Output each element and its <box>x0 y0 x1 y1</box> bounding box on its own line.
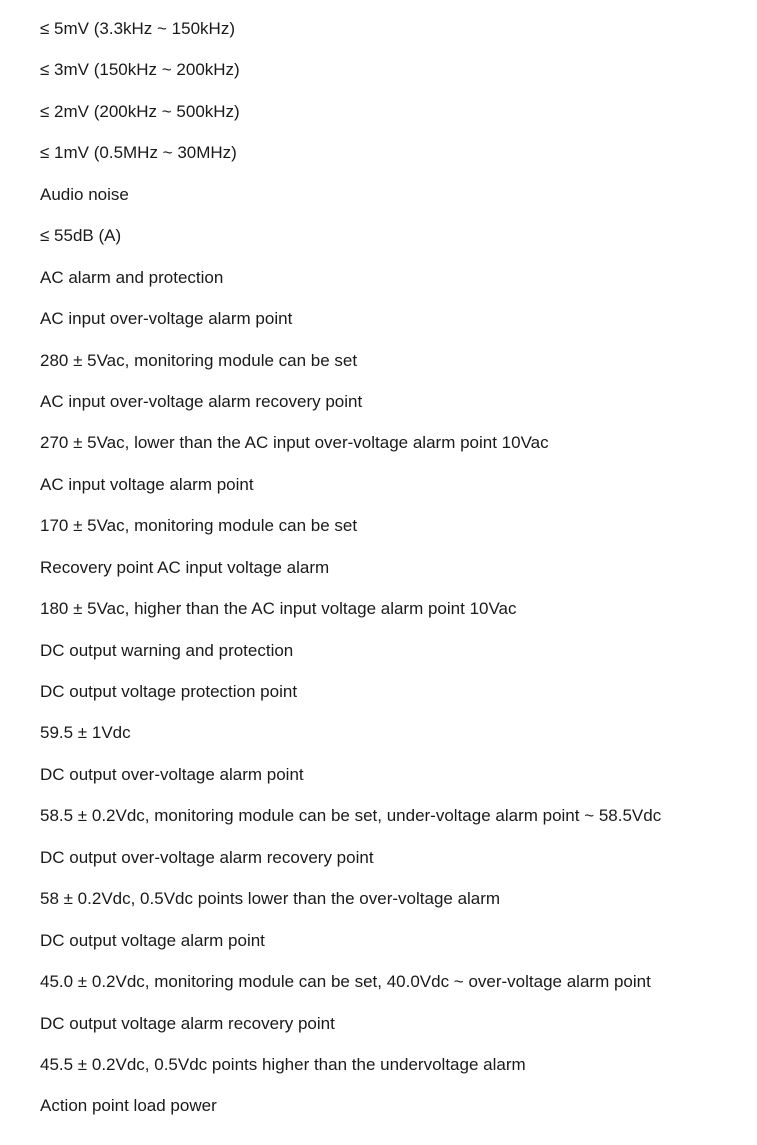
spec-value-ac-ov-recovery: 270 ± 5Vac, lower than the AC input over-voltage alarm point 10Vac <box>40 433 549 453</box>
document-body <box>40 17 737 1136</box>
spec-label-dc-ov-alarm: DC output over-voltage alarm point <box>40 764 304 784</box>
spec-label-dc-ov-recovery: DC output over-voltage alarm recovery point <box>40 847 374 867</box>
spec-line-noise-3k-150k: ≤ 5mV (3.3kHz ~ 150kHz) <box>40 19 235 38</box>
spec-value-dc-ov-recovery: 58 ± 0.2Vdc, 0.5Vdc points lower than the over-voltage alarm <box>40 889 501 909</box>
spec-value-dc-protection: 59.5 ± 1Vdc <box>40 723 131 743</box>
spec-line-noise-0.5m-30m: ≤ 1mV (0.5MHz ~ 30MHz) <box>40 143 237 163</box>
spec-value-audio-noise: ≤ 55dB (A) <box>40 226 122 246</box>
spec-label-ac-voltage-alarm: AC input voltage alarm point <box>40 474 254 494</box>
spec-label-ac-voltage-recovery: Recovery point AC input voltage alarm <box>40 557 330 577</box>
spec-line-noise-150k-200k: ≤ 3mV (150kHz ~ 200kHz) <box>40 60 240 80</box>
spec-label-audio-noise: Audio noise <box>40 184 129 204</box>
spec-value-dc-voltage-recovery: 45.5 ± 0.2Vdc, 0.5Vdc points higher than the undervoltage alarm <box>40 1054 526 1074</box>
spec-line-noise-200k-500k: ≤ 2mV (200kHz ~ 500kHz) <box>40 101 240 121</box>
spec-label-action-point-load: Action point load power <box>40 1096 217 1116</box>
spec-value-dc-ov-alarm: 58.5 ± 0.2Vdc, monitoring module can be set, under-voltage alarm point ~ 58.5Vdc <box>40 806 662 826</box>
spec-value-dc-voltage-alarm: 45.0 ± 0.2Vdc, monitoring module can be set, 40.0Vdc ~ over-voltage alarm point <box>40 972 651 992</box>
section-heading-ac-alarm: AC alarm and protection <box>40 267 224 287</box>
spec-label-dc-protection: DC output voltage protection point <box>40 682 298 701</box>
spec-value-ac-ov-alarm: 280 ± 5Vac, monitoring module can be set <box>40 350 358 370</box>
spec-value-ac-voltage-alarm: 170 ± 5Vac, monitoring module can be set <box>40 516 358 536</box>
spec-label-ac-ov-recovery: AC input over-voltage alarm recovery point <box>40 391 363 411</box>
spec-label-dc-voltage-alarm: DC output voltage alarm point <box>40 930 265 950</box>
spec-label-dc-voltage-recovery: DC output voltage alarm recovery point <box>40 1013 335 1033</box>
section-heading-dc-warning: DC output warning and protection <box>40 640 294 660</box>
spec-label-ac-ov-alarm: AC input over-voltage alarm point <box>40 309 293 329</box>
spec-value-ac-voltage-recovery: 180 ± 5Vac, higher than the AC input voltage alarm point 10Vac <box>40 599 517 619</box>
